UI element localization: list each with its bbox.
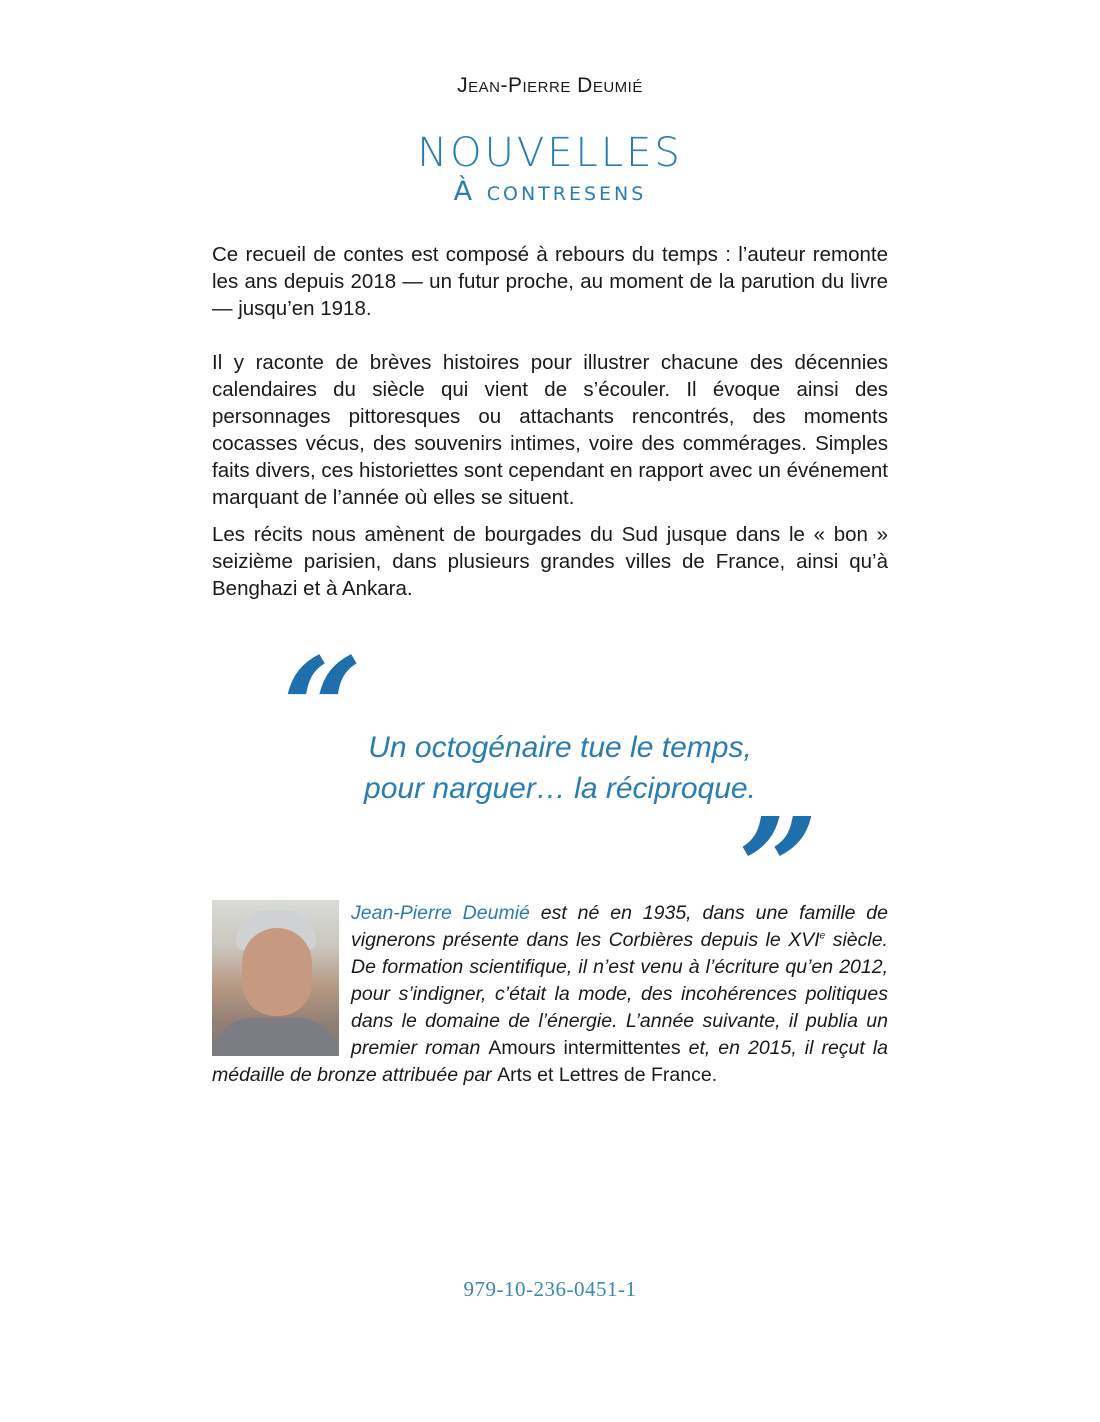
- book-title-line1: NOUVELLES: [417, 130, 683, 176]
- photo-shirt: [212, 1018, 339, 1056]
- bio-superscript: e: [819, 930, 826, 942]
- summary-paragraph-2: Il y raconte de brèves histoires pour illustrer chacune des décennies calendaires du siècle qui vient de s’écouler. Il évoque ainsi des personnages pittoresques ou attachants rencontrés, des moments cocasses vécus, des souvenirs intimes, voire des commérages. Simples faits divers, ces historiettes sont cependant en rapport avec un événement marquant de l’année où elles se situent.: [212, 351, 888, 509]
- bio-text-2: siècle. De formation scientifique, il n’est venu à l’écriture qu’en 2012, pour s’indigner, c’était la mode, des incohérences politiques dans le domaine de l’énergie. L’année suivante, il publia un premier roman: [351, 929, 888, 1059]
- photo-face: [242, 928, 312, 1016]
- bio-book-title: Amours intermittentes: [488, 1037, 681, 1059]
- bio-text-3: et, en 2015, il reçut la médaille de bronze attribuée par: [212, 1037, 888, 1086]
- isbn: 979-10-236-0451-1: [463, 1277, 637, 1301]
- summary-paragraph-1: Ce recueil de contes est composé à rebours du temps : l’auteur remonte les ans depuis 2018 — un futur proche, au moment de la parution du livre — jusqu’en 1918.: [212, 243, 888, 320]
- bio-text-4: .: [711, 1064, 718, 1086]
- author-photo: [212, 900, 339, 1056]
- summary-paragraph-3: Les récits nous amènent de bourgades du Sud jusque dans le « bon » seizième parisien, dans plusieurs grandes villes de France, ainsi qu’à Benghazi et à Ankara.: [212, 523, 888, 600]
- book-title-line2: À contresens: [453, 176, 647, 207]
- bio-author-name: Jean-Pierre Deumié: [351, 902, 530, 924]
- bio-text-1: est né en 1935, dans une famille de vignerons présente dans les Corbières depuis le XVI: [351, 902, 889, 951]
- bio-award-org: Arts et Lettres de France: [497, 1064, 712, 1086]
- close-quote-icon: ”: [738, 788, 819, 952]
- author-name: Jean-Pierre Deumié: [457, 74, 643, 97]
- pull-quote-line1: Un octogénaire tue le temps,: [368, 731, 752, 764]
- open-quote-icon: “: [282, 628, 363, 792]
- pull-quote-line2: pour narguer… la réciproque.: [364, 772, 756, 805]
- author-bio: [212, 900, 888, 1089]
